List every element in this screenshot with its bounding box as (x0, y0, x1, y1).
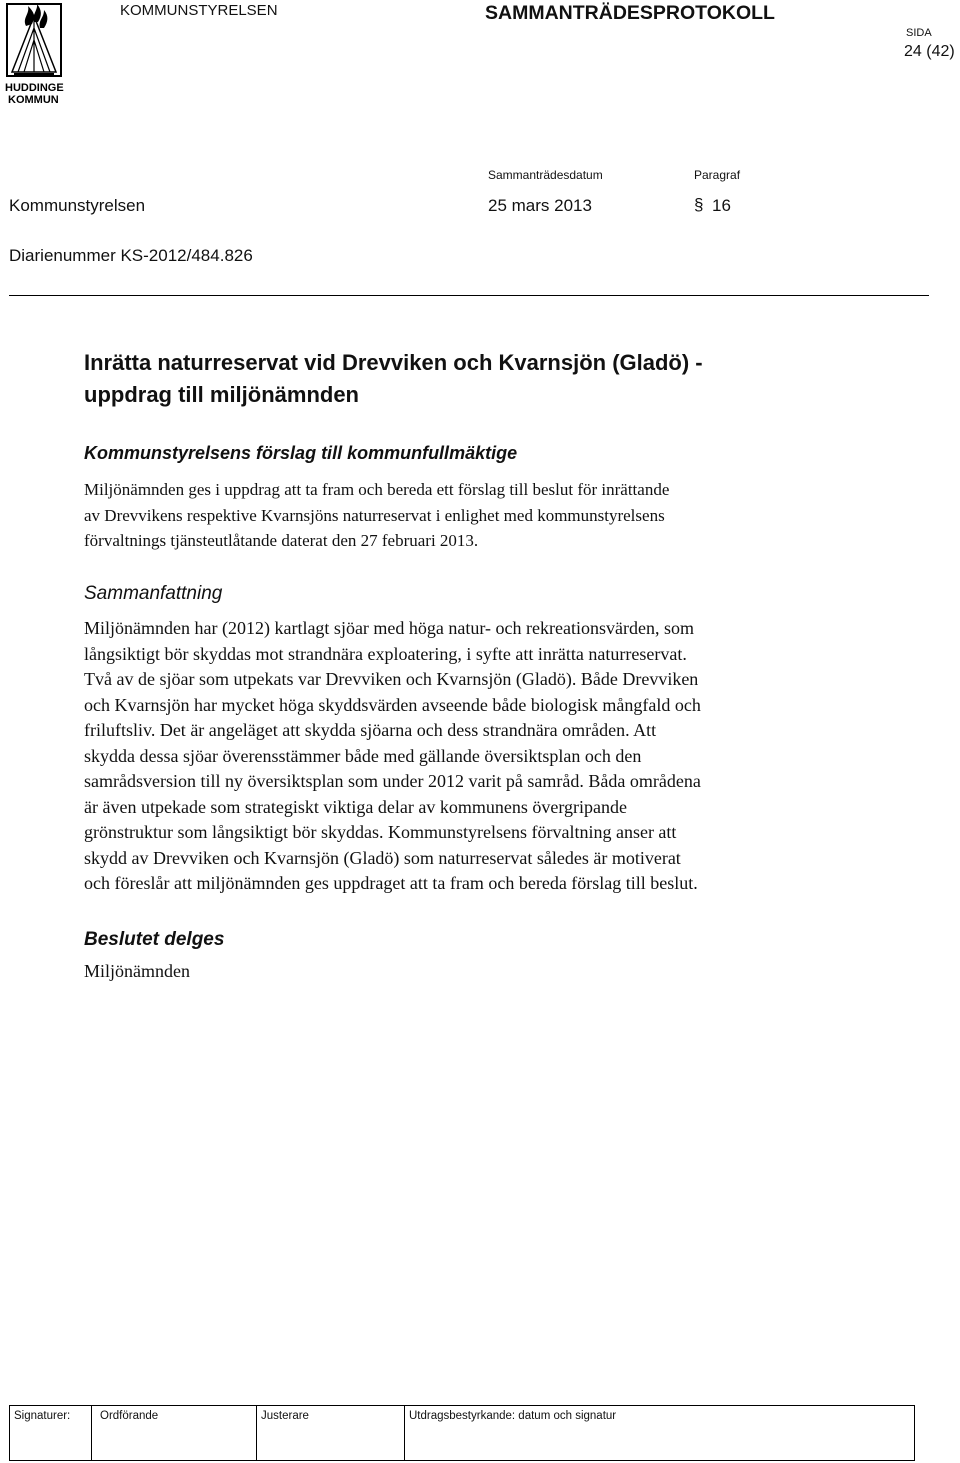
item-title-line: Inrätta naturreservat vid Drevviken och Kvarnsjön (Gladö) - (84, 350, 703, 375)
meeting-date-label: Sammanträdesdatum (488, 168, 603, 182)
signature-box (9, 1405, 915, 1461)
organization-name: KOMMUNSTYRELSEN (120, 2, 278, 19)
meeting-date: 25 mars 2013 (488, 196, 592, 215)
signature-divider (256, 1406, 257, 1460)
text-line: och Kvarnsjön har mycket höga skyddsvärden avseende både biologisk mångfald och (84, 694, 701, 715)
page-number: 24 (42) (904, 43, 955, 60)
text-line: Två av de sjöar som utpekats var Drevviken och Kvarnsjön (Gladö). Både Drevviken (84, 669, 699, 689)
text-line: och föreslår att miljönämnden ges uppdraget att ta fram och bereda förslag till beslut. (84, 873, 698, 893)
signatures-label: Signaturer: (14, 1410, 71, 1422)
proposal-heading: Kommunstyrelsens förslag till kommunfullmäktige (84, 443, 518, 463)
svg-text:HUDDINGE: HUDDINGE (5, 82, 64, 94)
header-divider (9, 295, 929, 296)
text-line: skydda dessa sjöar överensstämmer både med gällande översiktsplan och den (84, 745, 642, 766)
certifier-label: Utdragsbestyrkande: datum och signatur (409, 1410, 617, 1422)
text-line: Miljönämnden ges i uppdrag att ta fram och bereda ett förslag till beslut för inrättande (84, 480, 670, 499)
text-line: skydd av Drevviken och Kvarnsjön (Gladö) som naturreservat således är motiverat (84, 847, 681, 868)
case-number: Diarienummer KS-2012/484.826 (9, 246, 253, 265)
municipality-logo (4, 2, 66, 106)
item-title-line: uppdrag till miljönämnden (84, 382, 359, 407)
meeting-body: Kommunstyrelsen (9, 196, 146, 215)
summary-heading: Sammanfattning (84, 583, 223, 604)
text-line: av Drevvikens respektive Kvarnsjöns naturreservat i enlighet med kommunstyrelsens (84, 505, 665, 525)
text-line: samrådsversion till ny översiktsplan som under 2012 varit på samråd. Båda områdena (84, 771, 701, 791)
text-line: långsiktigt bör skyddas mot strandnära exploatering, i syfte att inrätta naturreservat. (84, 643, 687, 664)
adjusters-label: Justerare (261, 1410, 309, 1422)
proposal-text (84, 477, 669, 554)
huddinge-crest-icon (4, 2, 66, 106)
item-title (84, 347, 703, 411)
paragraph-sign: § (694, 195, 704, 214)
chair-label: Ordförande (100, 1410, 159, 1422)
svg-text:KOMMUN: KOMMUN (8, 94, 59, 106)
text-line: Miljönämnden har (2012) kartlagt sjöar med höga natur- och rekreationsvärden, som (84, 618, 694, 638)
page-label: SIDA (906, 27, 932, 39)
text-line: är även utpekade som strategiskt viktiga delar av kommunens övergripande (84, 796, 628, 817)
recipients-heading: Beslutet delges (84, 929, 225, 950)
signature-divider (91, 1406, 92, 1460)
paragraph-number: 16 (712, 196, 731, 215)
signature-divider (404, 1406, 405, 1460)
text-line: friluftsliv. Det är angeläget att skydda sjöarna och dess strandnära områden. Att (84, 720, 657, 740)
text-line: grönstruktur som långsiktigt bör skyddas. Kommunstyrelsens förvaltning anser att (84, 822, 677, 842)
text-line: förvaltnings tjänsteutlåtande daterat den 27 februari 2013. (84, 531, 479, 550)
document-type-title: SAMMANTRÄDESPROTOKOLL (485, 2, 775, 24)
summary-text (84, 616, 701, 897)
paragraph-label: Paragraf (694, 168, 741, 182)
recipients-text: Miljönämnden (84, 961, 190, 981)
